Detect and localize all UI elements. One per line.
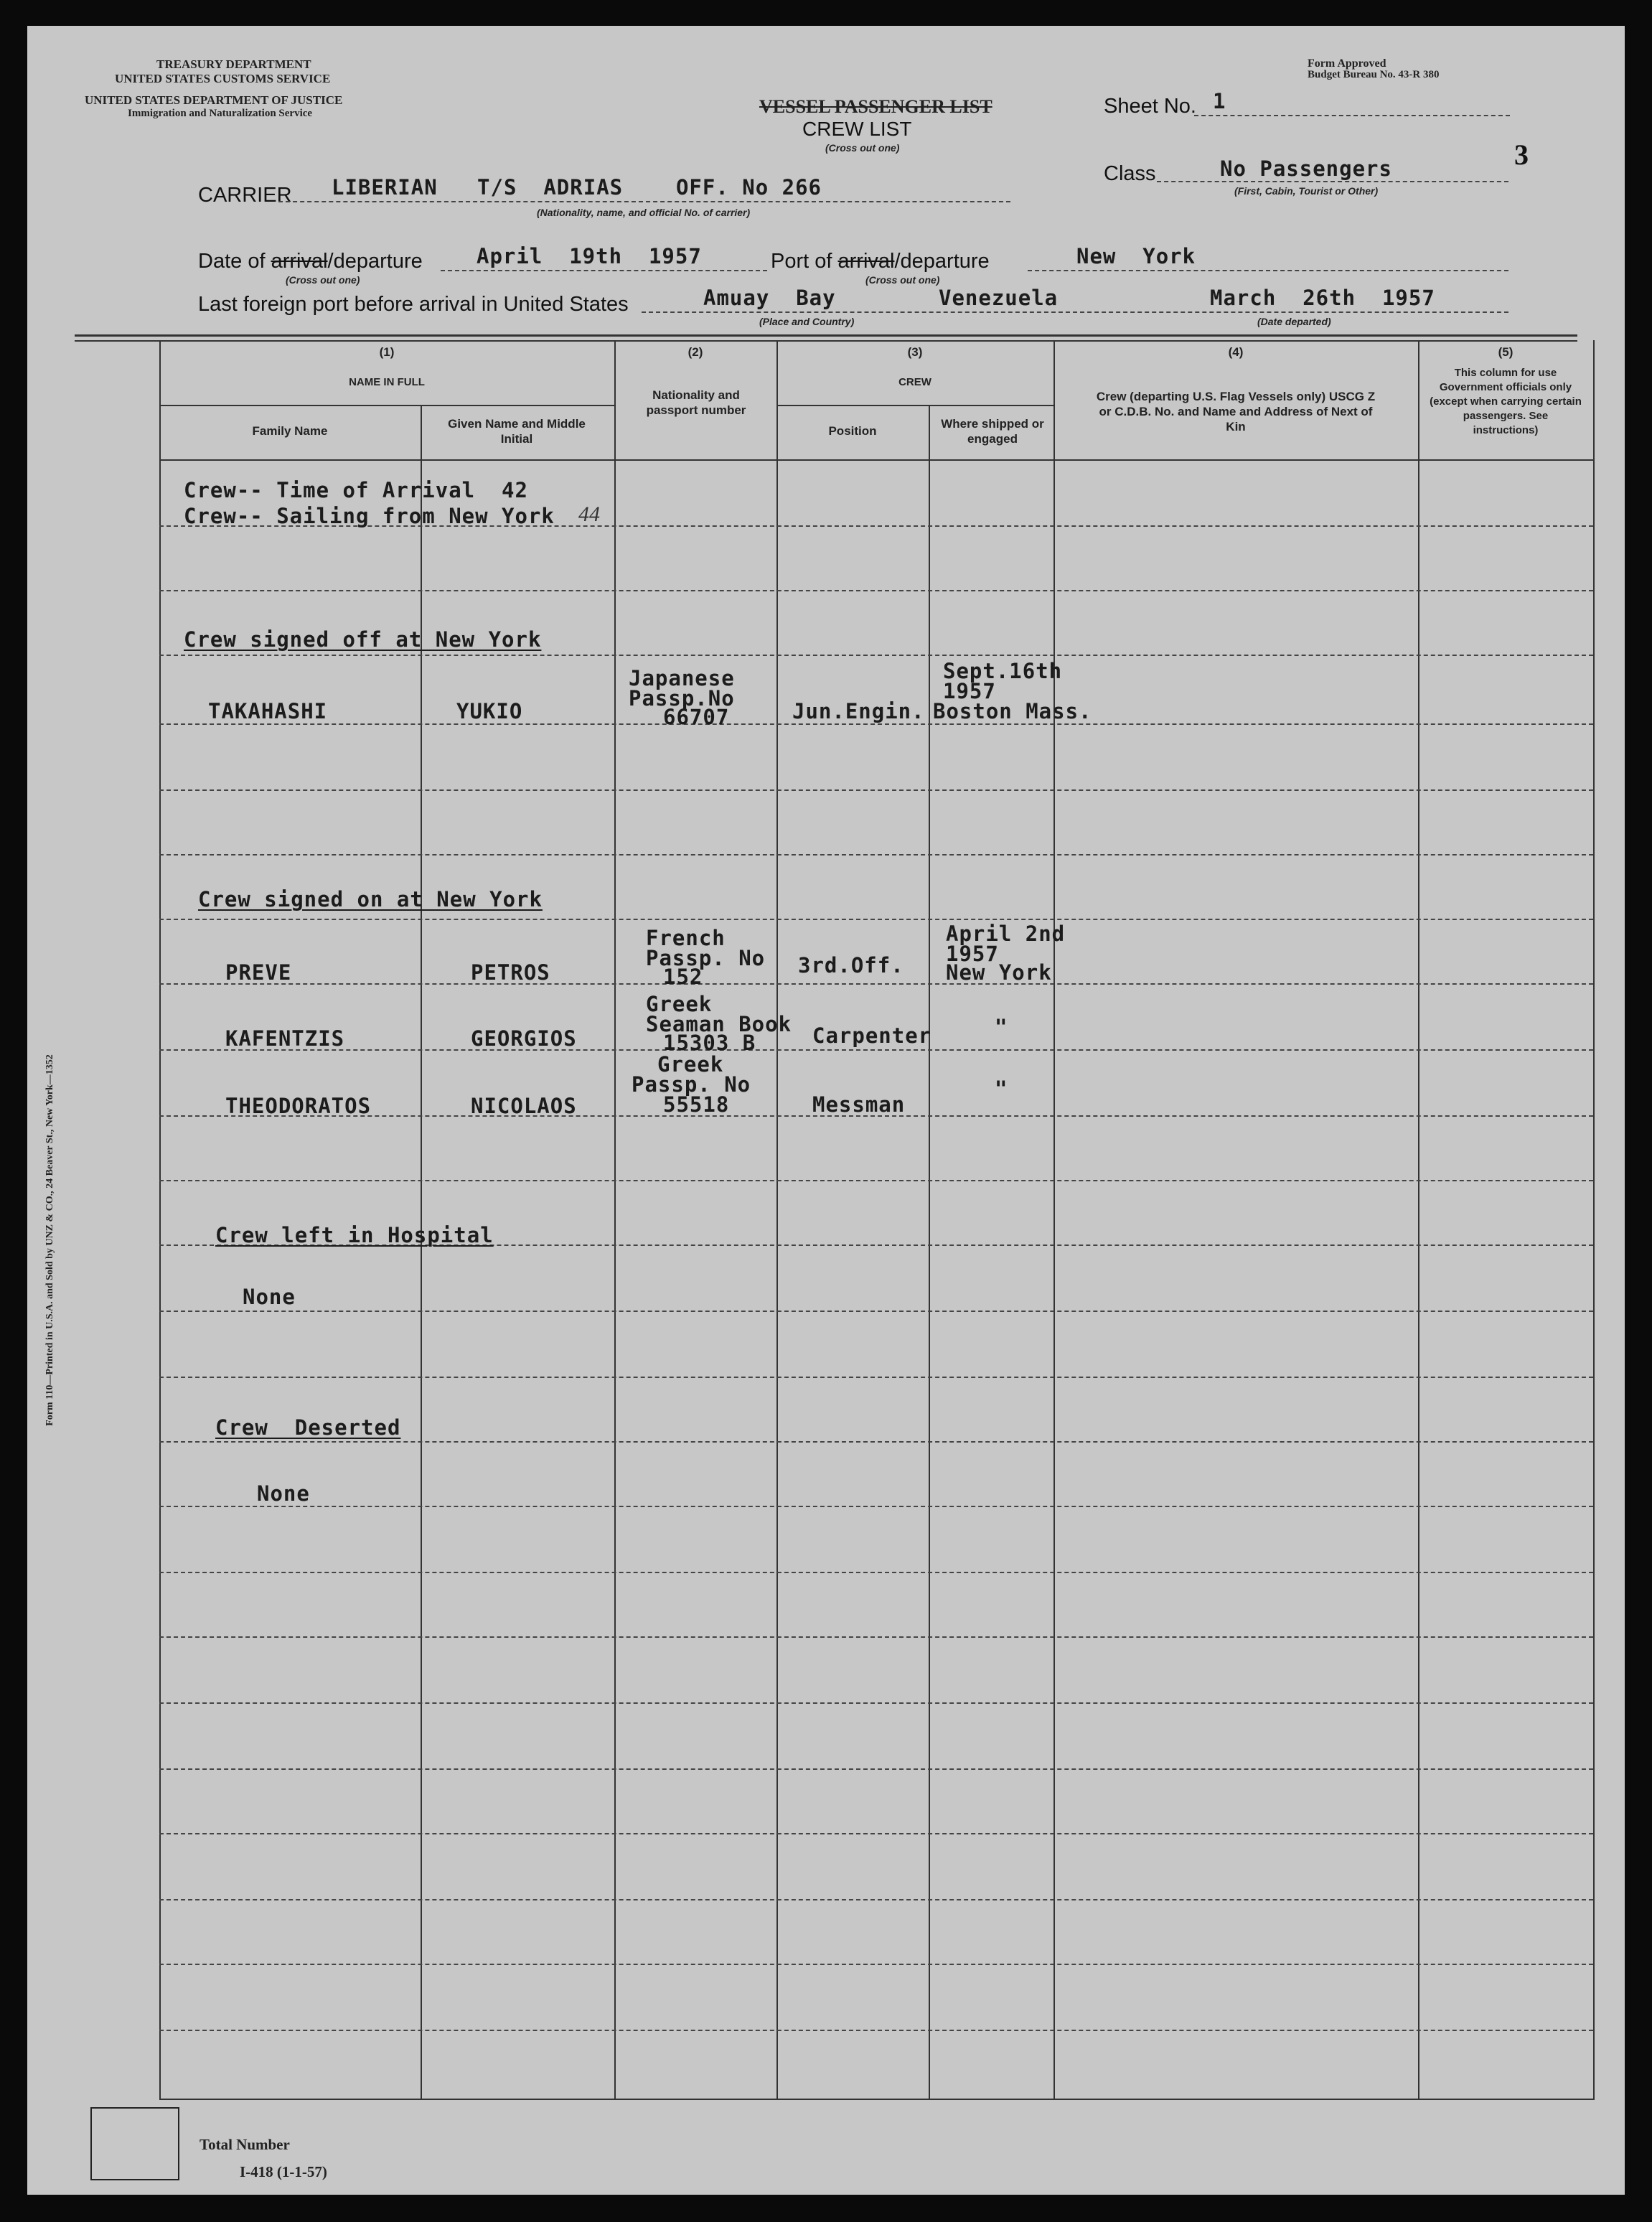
- port-label-struck: arrival: [837, 250, 895, 273]
- form-id: I-418 (1-1-57): [240, 2163, 327, 2180]
- class-caption: (First, Cabin, Tourist or Other): [1234, 185, 1379, 197]
- budget-bureau: Budget Bureau No. 43-R 380: [1308, 69, 1440, 80]
- list-title: CREW LIST: [802, 118, 912, 140]
- col2-header: Nationality and passport number: [646, 388, 746, 417]
- takahashi-position: Jun.Engin.: [792, 699, 925, 723]
- kafentzis-nat-2: Seaman Book: [646, 1012, 792, 1036]
- date-departed-caption: (Date departed): [1257, 316, 1331, 327]
- last-port-country: Venezuela: [939, 286, 1059, 310]
- page-number: 3: [1514, 139, 1529, 171]
- kafentzis-nat-3: 15303 B: [663, 1031, 756, 1055]
- signed-on-heading: Crew signed on at New York: [198, 887, 543, 911]
- port-label-post: /departure: [894, 250, 990, 273]
- col1-number: (1): [379, 345, 395, 359]
- takahashi-nat-2: Passp.No: [629, 686, 735, 711]
- preve-where-3: New York: [946, 960, 1052, 985]
- date-label: [198, 250, 423, 273]
- place-caption: (Place and Country): [759, 316, 855, 327]
- header-bottom-rule: [159, 459, 1593, 461]
- takahashi-family: TAKAHASHI: [208, 699, 328, 723]
- col1-title: NAME IN FULL: [349, 376, 425, 388]
- theodoratos-ditto: ": [995, 1077, 1008, 1101]
- kafentzis-nat-1: Greek: [646, 992, 713, 1016]
- deserted-heading: Crew Deserted: [215, 1415, 401, 1440]
- total-number-label: Total Number: [200, 2136, 290, 2153]
- sailing-line: Crew-- Sailing from New York: [184, 504, 555, 528]
- date-caption: (Cross out one): [286, 274, 360, 286]
- col3a-header: Position: [828, 424, 877, 438]
- deserted-none: None: [257, 1481, 310, 1506]
- preve-family: PREVE: [225, 960, 292, 985]
- takahashi-nat-1: Japanese: [629, 666, 735, 690]
- carrier-line: [278, 201, 1010, 202]
- sailing-count: 44: [578, 502, 600, 526]
- takahashi-where-1: Sept.16th: [943, 659, 1063, 683]
- table-top-rule-2: [75, 340, 1577, 342]
- agency-treasury: TREASURY DEPARTMENT: [156, 57, 311, 71]
- takahashi-where-2: 1957: [943, 679, 996, 703]
- class-line: [1157, 181, 1508, 182]
- col5-header: This column for use Government officials only (except when carrying certain passengers. See instructions): [1430, 367, 1582, 436]
- sheet-number: 1: [1213, 89, 1226, 113]
- col2-number: (2): [687, 345, 703, 359]
- col1a-header: Family Name: [252, 424, 328, 438]
- col4-header: Crew (departing U.S. Flag Vessels only) USCG Z or C.D.B. No. and Name and Address of Next of Kin: [1096, 390, 1376, 433]
- date-label-struck: arrival: [271, 250, 328, 273]
- table-left-border: [159, 340, 161, 2099]
- theodoratos-family: THEODORATOS: [225, 1094, 372, 1118]
- col5-number: (5): [1498, 345, 1513, 359]
- port-line: [1028, 270, 1508, 271]
- subheader-rule-1: [159, 405, 614, 406]
- col3b-header: Where shipped or engaged: [941, 417, 1044, 446]
- date-label-pre: Date of: [198, 250, 271, 273]
- kafentzis-family: KAFENTZIS: [225, 1026, 345, 1051]
- table-top-rule: [75, 334, 1577, 337]
- hospital-heading: Crew left in Hospital: [215, 1223, 494, 1247]
- port-label: [771, 250, 990, 273]
- class-label: Class: [1104, 162, 1156, 185]
- date-value: April 19th 1957: [477, 244, 702, 268]
- col-divider-4: [1418, 340, 1419, 2099]
- takahashi-given: YUKIO: [456, 699, 523, 723]
- preve-position: 3rd.Off.: [798, 953, 904, 978]
- takahashi-nat-3: 66707: [663, 705, 730, 729]
- arrival-line: Crew-- Time of Arrival 42: [184, 478, 528, 502]
- date-label-post: /departure: [327, 250, 423, 273]
- takahashi-where-3: Boston Mass.: [933, 699, 1092, 723]
- sheet-line: [1194, 115, 1510, 116]
- table-bottom-border: [159, 2099, 1595, 2100]
- theodoratos-position: Messman: [812, 1092, 906, 1117]
- agency-justice: UNITED STATES DEPARTMENT OF JUSTICE: [85, 93, 343, 107]
- col-divider-1a: [421, 405, 422, 2099]
- col-divider-3a: [929, 405, 930, 2099]
- last-port-place: Amuay Bay: [703, 286, 836, 310]
- last-port-line: [642, 311, 1508, 313]
- title-caption: (Cross out one): [825, 142, 900, 154]
- theodoratos-nat-3: 55518: [663, 1092, 730, 1117]
- sheet-label: Sheet No.: [1104, 95, 1196, 118]
- preve-nat-2: Passp. No: [646, 946, 766, 970]
- port-label-pre: Port of: [771, 250, 838, 273]
- theodoratos-nat-1: Greek: [657, 1052, 724, 1077]
- subheader-rule-3: [776, 405, 1053, 406]
- last-port-date: March 26th 1957: [1210, 286, 1435, 310]
- port-caption: (Cross out one): [865, 274, 940, 286]
- kafentzis-ditto: ": [995, 1015, 1008, 1039]
- col-divider-1: [614, 340, 616, 2099]
- col-divider-3: [1053, 340, 1055, 2099]
- col-divider-2: [776, 340, 778, 2099]
- preve-nat-1: French: [646, 926, 726, 950]
- table-right-border: [1593, 340, 1595, 2099]
- kafentzis-given: GEORGIOS: [471, 1026, 577, 1051]
- last-port-label: Last foreign port before arrival in United States: [198, 293, 629, 316]
- side-imprint: Form 110—Printed in U.S.A. and Sold by UNZ & CO., 24 Beaver St., New York—1352: [44, 1054, 55, 1426]
- col3-number: (3): [907, 345, 923, 359]
- theodoratos-nat-2: Passp. No: [632, 1072, 751, 1097]
- port-value: New York: [1076, 244, 1196, 268]
- carrier-value: LIBERIAN T/S ADRIAS OFF. No 266: [332, 175, 822, 200]
- carrier-caption: (Nationality, name, and official No. of carrier): [537, 207, 751, 218]
- date-line: [441, 270, 767, 271]
- signed-off-heading: Crew signed off at New York: [184, 627, 542, 652]
- col3-title: CREW: [898, 376, 931, 388]
- agency-ins: Immigration and Naturalization Service: [128, 108, 313, 119]
- class-value: No Passengers: [1220, 156, 1392, 181]
- total-number-box[interactable]: [90, 2107, 179, 2180]
- preve-nat-3: 152: [663, 965, 703, 989]
- kafentzis-position: Carpenter: [812, 1023, 932, 1048]
- preve-where-1: April 2nd: [946, 922, 1066, 946]
- preve-where-2: 1957: [946, 942, 999, 966]
- form-approved: Form Approved: [1308, 57, 1386, 70]
- list-type-struck: VESSEL PASSENGER LIST: [759, 96, 992, 117]
- preve-given: PETROS: [471, 960, 550, 985]
- agency-customs: UNITED STATES CUSTOMS SERVICE: [115, 72, 331, 85]
- theodoratos-given: NICOLAOS: [471, 1094, 577, 1118]
- col1b-header: Given Name and Middle Initial: [448, 417, 586, 446]
- carrier-label: CARRIER: [198, 184, 292, 207]
- hospital-none: None: [243, 1285, 296, 1309]
- col4-number: (4): [1228, 345, 1244, 359]
